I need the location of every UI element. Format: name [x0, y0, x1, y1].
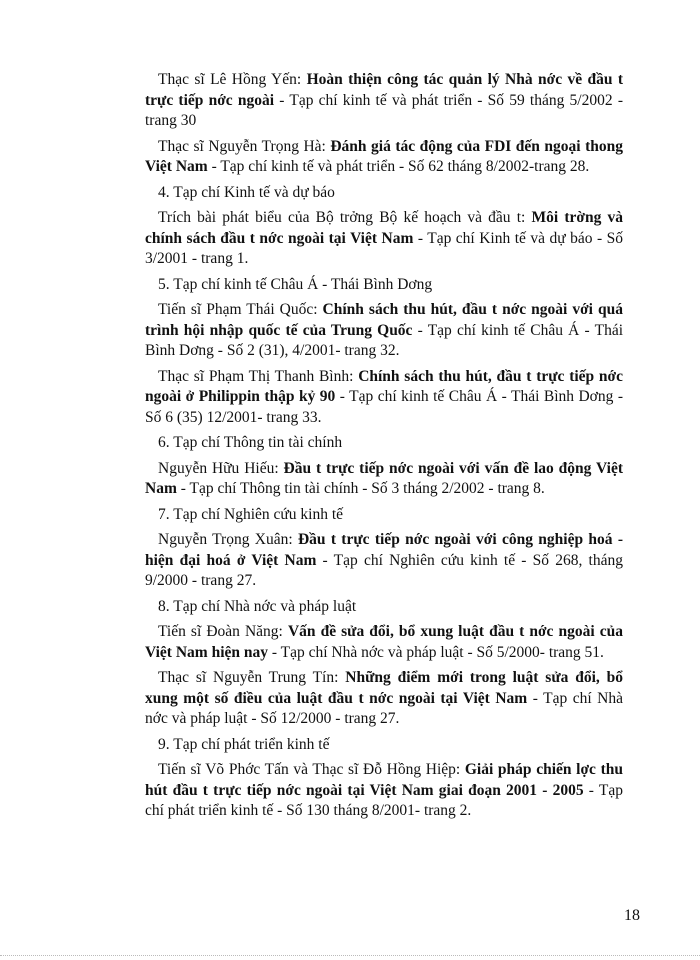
reference-source: - Tạp chí Nhà nớc và pháp luật - Số 12/2000 - trang 27.: [145, 689, 623, 727]
reference-author: Trích bài phát biểu của Bộ trởng Bộ kế hoạch và đầu t:: [158, 209, 532, 226]
section-heading: 4. Tạp chí Kinh tế và dự báo: [158, 183, 335, 201]
section-heading: 9. Tạp chí phát triển kinh tế: [158, 735, 330, 753]
reference-entry: [145, 459, 623, 500]
reference-source: - Tạp chí Kinh tế và dự báo - Số 3/2001 - trang 1.: [145, 229, 624, 267]
reference-title: Môi trờng và chính sách đầu t nớc ngoài tại Việt Nam: [145, 209, 623, 247]
reference-author: Thạc sĩ Phạm Thị Thanh Bình:: [158, 367, 359, 385]
page-bottom-divider: [0, 955, 700, 956]
reference-author: Tiến sĩ Đoàn Năng:: [158, 623, 288, 640]
section-heading: 8. Tạp chí Nhà nớc và pháp luật: [158, 597, 357, 615]
reference-source: - Tạp chí kinh tế Châu Á - Thái Bình Dơng - Số 2 (31), 4/2001- trang 32.: [145, 321, 624, 359]
reference-author: Thạc sĩ Lê Hồng Yến:: [158, 71, 307, 88]
reference-author: Tiến sĩ Phạm Thái Quốc:: [158, 301, 323, 318]
reference-title: Hoàn thiện công tác quản lý Nhà nớc về đầu t trực tiếp nớc ngoài: [145, 71, 623, 109]
reference-author: Tiến sĩ Võ Phớc Tấn và Thạc sĩ Đỗ Hồng Hiệp:: [158, 761, 465, 778]
reference-entry: [145, 70, 623, 132]
reference-entry: [145, 300, 623, 362]
reference-entry: [145, 137, 623, 178]
reference-title: Chính sách thu hút, đầu t nớc ngoài với quá trình hội nhập quốc tế của Trung Quốc: [145, 301, 623, 339]
reference-source: - Tạp chí kinh tế và phát triển - Số 62 tháng 8/2002-trang 28.: [207, 158, 590, 175]
reference-source: - Tạp chí Nhà nớc và pháp luật - Số 5/2000- trang 51.: [268, 643, 604, 661]
reference-source: - Tạp chí Thông tin tài chính - Số 3 tháng 2/2002 - trang 8.: [176, 480, 545, 497]
reference-title: Giải pháp chiến lợc thu hút đầu t trực tiếp nớc ngoài tại Việt Nam giai đoạn 2001 - 2005: [145, 761, 623, 799]
section-heading: 6. Tạp chí Thông tin tài chính: [158, 434, 343, 451]
reference-source: - Tạp chí kinh tế và phát triển - Số 59 tháng 5/2002 - trang 30: [145, 91, 623, 129]
reference-source: - Tạp chí kinh tế Châu Á - Thái Bình Dơng - Số 6 (35) 12/2001- trang 33.: [145, 388, 623, 426]
reference-entry: [145, 668, 623, 730]
reference-author: Nguyễn Hữu Hiếu:: [158, 459, 284, 477]
reference-author: Thạc sĩ Nguyễn Trọng Hà:: [158, 137, 331, 155]
reference-entry: [145, 367, 623, 429]
reference-author: Nguyễn Trọng Xuân:: [158, 531, 298, 548]
section-heading: 7. Tạp chí Nghiên cứu kinh tế: [158, 505, 344, 523]
reference-entry: [145, 622, 623, 663]
reference-source: - Tạp chí phát triển kinh tế - Số 130 tháng 8/2001- trang 2.: [145, 781, 623, 819]
reference-title: Đầu t trực tiếp nớc ngoài với công nghiệp hoá - hiện đại hoá ở Việt Nam: [145, 531, 623, 569]
reference-entry: [145, 760, 623, 822]
reference-title: Đầu t trực tiếp nớc ngoài với vấn đề lao động Việt Nam: [145, 459, 623, 497]
reference-title: Những điểm mới trong luật sửa đổi, bổ xung một số điều của luật đầu t nớc ngoài tại Việt Nam: [145, 669, 623, 707]
reference-list: [145, 70, 623, 827]
reference-title: Chính sách thu hút, đầu t trực tiếp nớc ngoài ở Philippin thập kỷ 90: [145, 367, 623, 405]
page-number: 18: [624, 907, 640, 924]
reference-entry: [145, 208, 623, 270]
reference-source: - Tạp chí Nghiên cứu kinh tế - Số 268, tháng 9/2000 - trang 27.: [145, 551, 623, 589]
reference-title: Vấn đề sửa đổi, bổ xung luật đầu t nớc ngoài của Việt Nam hiện nay: [145, 623, 624, 661]
reference-entry: [145, 530, 623, 592]
reference-author: Thạc sĩ Nguyễn Trung Tín:: [158, 669, 346, 686]
section-heading: 5. Tạp chí kinh tế Châu Á - Thái Bình Dơng: [158, 275, 433, 293]
reference-title: Đánh giá tác động của FDI đến ngoại thong Việt Nam: [145, 137, 623, 175]
